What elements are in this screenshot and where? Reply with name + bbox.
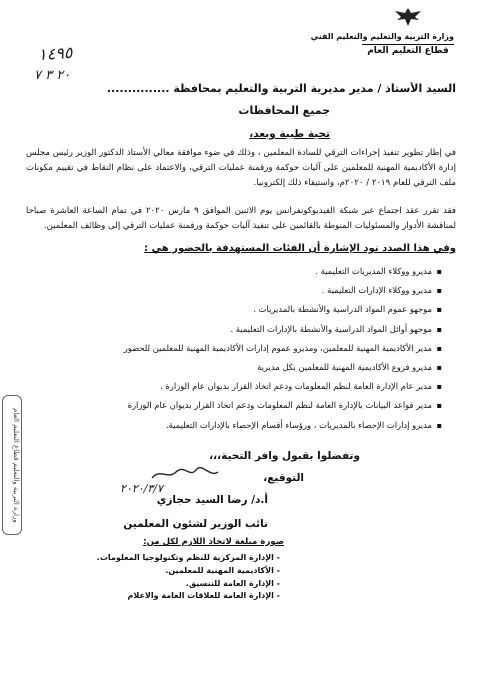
- signer-title: نائب الوزير لشئون المعلمين: [123, 518, 268, 530]
- closing-line: وتفضلوا بقبول وافر التحية،،،: [209, 450, 360, 462]
- list-item: ▪ مديرو إدارات الإحصاء بالمديريات ، ورؤساء أقسام الإحصاء بالإدارات التعليمية.: [22, 416, 442, 435]
- list-item: ▪ مديرو ووكلاء المديريات التعليمية .: [22, 262, 442, 281]
- list-item: ▪ مدير الأكاديمية المهنية للمعلمين، ومديرو عموم إدارات الأكاديمية المهنية للمعلمين للحضور: [22, 339, 442, 358]
- addressee-sub: جميع المحافظات: [238, 104, 330, 117]
- list-item: ▪ موجهو أوائل المواد الدراسية والأنشطة بالإدارات التعليمية .: [22, 320, 442, 339]
- bullet-icon: ▪: [436, 420, 442, 430]
- signature-label: التوقيع،: [263, 472, 304, 484]
- attendees-list: [22, 262, 442, 435]
- signer-name: أ.د/ رضا السيد حجازي: [156, 494, 268, 506]
- addressee-line: السيد الأستاذ / مدير مديرية التربية والتعليم بمحافظة ...............: [106, 82, 456, 95]
- bullet-icon: ▪: [436, 286, 442, 296]
- side-stamp: وزارة التربية والتعليم قطاع التعليم العام: [2, 395, 22, 535]
- section-title: وفي هذا الصدد نود الإشارة أن الفئات المستهدفة بالحضور هي :: [144, 243, 456, 254]
- list-item: - الأكاديمية المهنية للمعلمين.: [165, 565, 280, 575]
- list-item: - الإدارة العامة للتنسيق.: [185, 578, 280, 588]
- handwritten-reference-number: ١٤٩٥: [37, 42, 73, 65]
- copies-list: [97, 552, 280, 603]
- list-item: ▪ موجهو عموم المواد الدراسية والأنشطة بالمديريات .: [22, 300, 442, 319]
- greeting: تحية طيبة وبعد،: [249, 128, 330, 140]
- bullet-icon: ▪: [436, 305, 442, 315]
- bullet-icon: ▪: [436, 343, 442, 353]
- bullet-icon: ▪: [436, 362, 442, 372]
- bullet-icon: ▪: [436, 324, 442, 334]
- list-item: ▪ مدير قواعد البيانات بالإدارة العامة لنظم المعلومات ودعم اتخاذ القرار بديوان عام الوزارة: [22, 396, 442, 415]
- eagle-emblem-icon: [391, 6, 425, 28]
- paragraph-intro: في إطار تطوير تنفيذ إجراءات الترقي للسادة المعلمين ، وذلك في ضوء موافقة معالي الأستاذ الدكتور الوزير رئيس مجلس إدارة الأكاديمية المهنية للمعلمين على آليات حوكمة ورقمنة عمليات الترقي، والاعتماد على نظام النقاط في تقييم مكونات ملف الترقي للعام ٢٠١٩ / ٢٠٢٠م، واستيفاء ذلك إلكترونيا.: [26, 148, 456, 188]
- signature-date: ٢٠٢٠/٣/٧: [120, 482, 163, 495]
- copies-title: صورة مبلغة لاتخاذ اللازم لكل من:: [143, 537, 284, 547]
- paragraph-meeting: فقد تقرر عقد اجتماع عبر شبكة الفيديوكونفرانس يوم الاثنين الموافق ٩ مارس ٢٠٢٠ في تمام الساعة العاشرة صباحا لمناقشة الأدوار والمسئوليات المنوطة بالقائمين على تنفيذ آليات حوكمة ورقمنة عمليات الترقي إلى وظائف المعلمين.: [26, 206, 456, 231]
- list-item: ▪ مديرو فروع الأكاديمية المهنية للمعلمين بكل مديرية: [22, 358, 442, 377]
- bullet-icon: ▪: [436, 401, 442, 411]
- list-item: ▪ مديرو ووكلاء الإدارات التعليمية .: [22, 281, 442, 300]
- list-item: - الإدارة المركزية للنظم وتكنولوجيا المعلومات.: [96, 553, 280, 562]
- sector-name: قطاع التعليم العام: [362, 44, 454, 56]
- handwritten-date: ٢٠ ٣ ٧: [34, 68, 71, 83]
- bullet-icon: ▪: [436, 382, 442, 392]
- signature-scribble-icon: [150, 466, 220, 482]
- list-item: - الإدارة العامة للعلاقات العامة والاعلام: [127, 591, 280, 601]
- list-item: ▪ مدير عام الإدارة العامة لنظم المعلومات ودعم اتخاذ القرار بديوان عام الوزارة .: [22, 377, 442, 396]
- bullet-icon: ▪: [436, 267, 442, 276]
- ministry-name: وزارة التربية والتعليم والتعليم الفني: [310, 32, 454, 41]
- letterhead: [310, 6, 454, 56]
